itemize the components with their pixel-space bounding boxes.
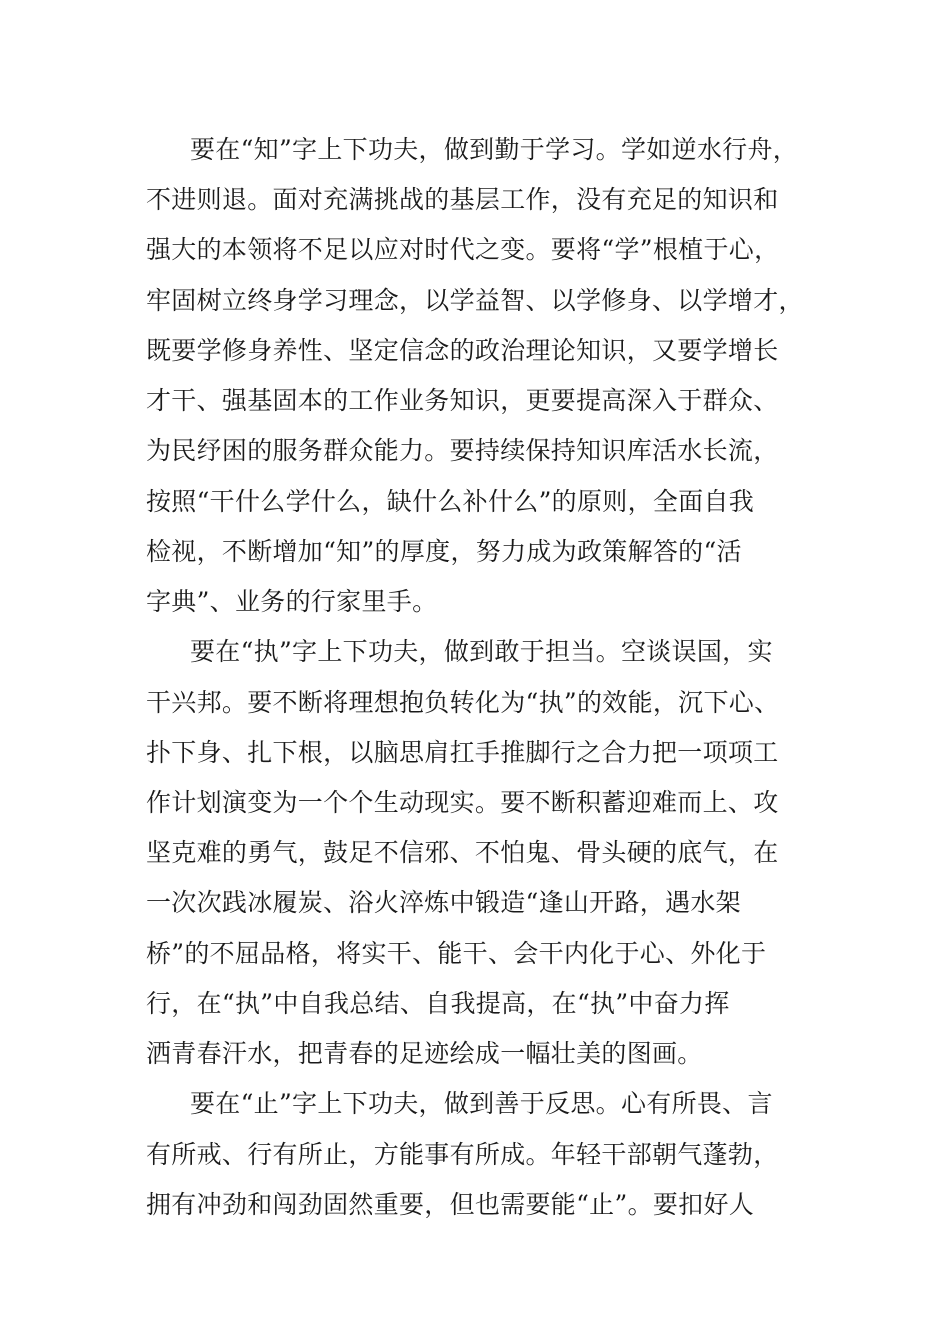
paragraph-2-line-2: 干兴邦。要不断将理想抱负转化为“执”的效能，沉下心、 bbox=[146, 688, 780, 717]
paragraph-2-line-3: 扑下身、扎下根，以脑思肩扛手推脚行之合力把一项项工 bbox=[146, 738, 779, 767]
paragraph-2-line-1: 要在“执”字上下功夫，做到敢于担当。空谈误国，实 bbox=[190, 637, 773, 666]
paragraph-2-line-5: 坚克难的勇气，鼓足不信邪、不怕鬼、骨头硬的底气，在 bbox=[146, 838, 779, 867]
paragraph-1-line-10: 字典”、业务的行家里手。 bbox=[146, 587, 438, 616]
paragraph-2-line-8: 行，在“执”中自我总结、自我提高，在“执”中奋力挥 bbox=[146, 989, 730, 1018]
paragraph-1-line-4: 牢固树立终身学习理念，以学益智、以学修身、以学增才， bbox=[146, 286, 804, 315]
paragraph-3-line-1: 要在“止”字上下功夫，做到善于反思。心有所畏、言 bbox=[190, 1089, 773, 1118]
paragraph-2-line-9: 洒青春汗水，把青春的足迹绘成一幅壮美的图画。 bbox=[146, 1039, 703, 1068]
paragraph-2-line-6: 一次次践冰履炭、浴火淬炼中锻造“逢山开路，遇水架 bbox=[146, 888, 741, 917]
paragraph-2-line-7: 桥”的不屈品格，将实干、能干、会干内化于心、外化于 bbox=[146, 939, 767, 968]
paragraph-2-line-4: 作计划演变为一个个生动现实。要不断积蓄迎难而上、攻 bbox=[146, 788, 779, 817]
paragraph-1-line-9: 检视，不断增加“知”的厚度，努力成为政策解答的“活 bbox=[146, 537, 742, 566]
paragraph-1-line-7: 为民纾困的服务群众能力。要持续保持知识库活水长流， bbox=[146, 436, 779, 465]
paragraph-1-line-8: 按照“干什么学什么，缺什么补什么”的原则，全面自我 bbox=[146, 487, 755, 516]
paragraph-1-line-5: 既要学修身养性、坚定信念的政治理论知识，又要学增长 bbox=[146, 336, 779, 365]
paragraph-1-line-1: 要在“知”字上下功夫，做到勤于学习。学如逆水行舟， bbox=[190, 135, 799, 164]
paragraph-3-line-2: 有所戒、行有所止，方能事有所成。年轻干部朝气蓬勃， bbox=[146, 1140, 779, 1169]
paragraph-1-line-6: 才干、强基固本的工作业务知识，更要提高深入于群众、 bbox=[146, 386, 779, 415]
paragraph-1-line-3: 强大的本领将不足以应对时代之变。要将“学”根植于心， bbox=[146, 235, 780, 264]
paragraph-3-line-3: 拥有冲劲和闯劲固然重要，但也需要能“止”。要扣好人 bbox=[146, 1190, 755, 1219]
paragraph-1-line-2: 不进则退。面对充满挑战的基层工作，没有充足的知识和 bbox=[146, 185, 779, 214]
